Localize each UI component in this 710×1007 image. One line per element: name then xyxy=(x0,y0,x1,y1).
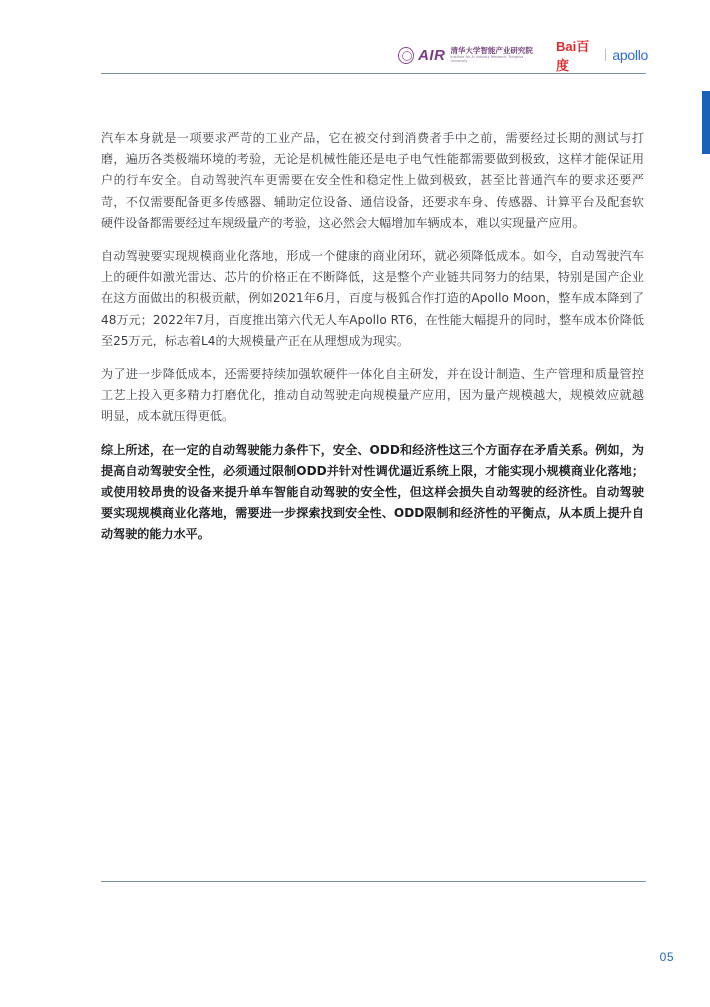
side-tab-marker xyxy=(702,91,710,154)
paragraph: 为了进一步降低成本，还需要持续加强软硬件一体化自主研发，并在设计制造、生产管理和质量管控工艺上投入更多精力打磨优化，推动自动驾驶走向规模量产应用，因为量产规模越大，规模效应就越明显，成本就压得更低。 xyxy=(101,367,644,424)
footer-rule xyxy=(101,881,646,882)
air-logo: AIR xyxy=(418,46,446,64)
institute-block xyxy=(450,47,536,63)
paragraph: 汽车本身就是一项要求严苛的工业产品，它在被交付到消费者手中之前，需要经过长期的测试与打磨，遍历各类极端环境的考验，无论是机械性能还是电子电气性能都需要做到极致，这样才能保证用户的行车安全。自动驾驶汽车更需要在安全性和稳定性上做到极致，甚至比普通汽车的要求还要严苛，不仅需要配备更多传感器、辅助定位设备、通信设备，还要求车身、传感器、计算平台及配套软硬件设备都需要经过车规级量产的考验，这必然会大幅增加车辆成本，难以实现量产应用。 xyxy=(101,131,644,230)
paragraph: 自动驾驶要实现规模商业化落地，形成一个健康的商业闭环，就必须降低成本。如今，自动驾驶汽车上的硬件如激光雷达、芯片的价格正在不断降低，这是整个产业链共同努力的结果，特别是国产企业在这方面做出的积极贡献，例如2021年6月，百度与极狐合作打造的Apollo Moon，整车成本降到了48万元；2022年7月，百度推出第六代无人车Apollo RT6，在性能大幅提升的同时，整车成本价降低至25万元，标志着L4的大规模量产正在从理想成为现实。 xyxy=(101,249,644,348)
apollo-logo: apollo xyxy=(612,47,648,63)
university-seal-icon xyxy=(398,47,414,64)
institute-name: 清华大学智能产业研究院 xyxy=(450,45,533,55)
header-rule xyxy=(101,73,646,74)
logo-divider xyxy=(605,49,606,61)
header-logos xyxy=(398,39,648,73)
summary-paragraph: 综上所述，在一定的自动驾驶能力条件下，安全、ODD和经济性这三个方面存在矛盾关系。例如，为提高自动驾驶安全性，必须通过限制ODD并针对性调优逼近系统上限，才能实现小规模商业化落地；或使用较昂贵的设备来提升单车智能自动驾驶的安全性，但这样会损失自动驾驶的经济性。自动驾驶要实现规模商业化落地，需要进一步探索找到安全性、ODD限制和经济性的平衡点，从本质上提升自动驾驶的能力水平。 xyxy=(101,442,644,542)
baidu-logo: Bai百度 xyxy=(556,39,590,73)
page-number: 05 xyxy=(659,950,674,964)
institute-subtitle: Institute for AI Industry Research, Tsinghua University xyxy=(450,55,524,63)
body-content xyxy=(101,128,644,558)
